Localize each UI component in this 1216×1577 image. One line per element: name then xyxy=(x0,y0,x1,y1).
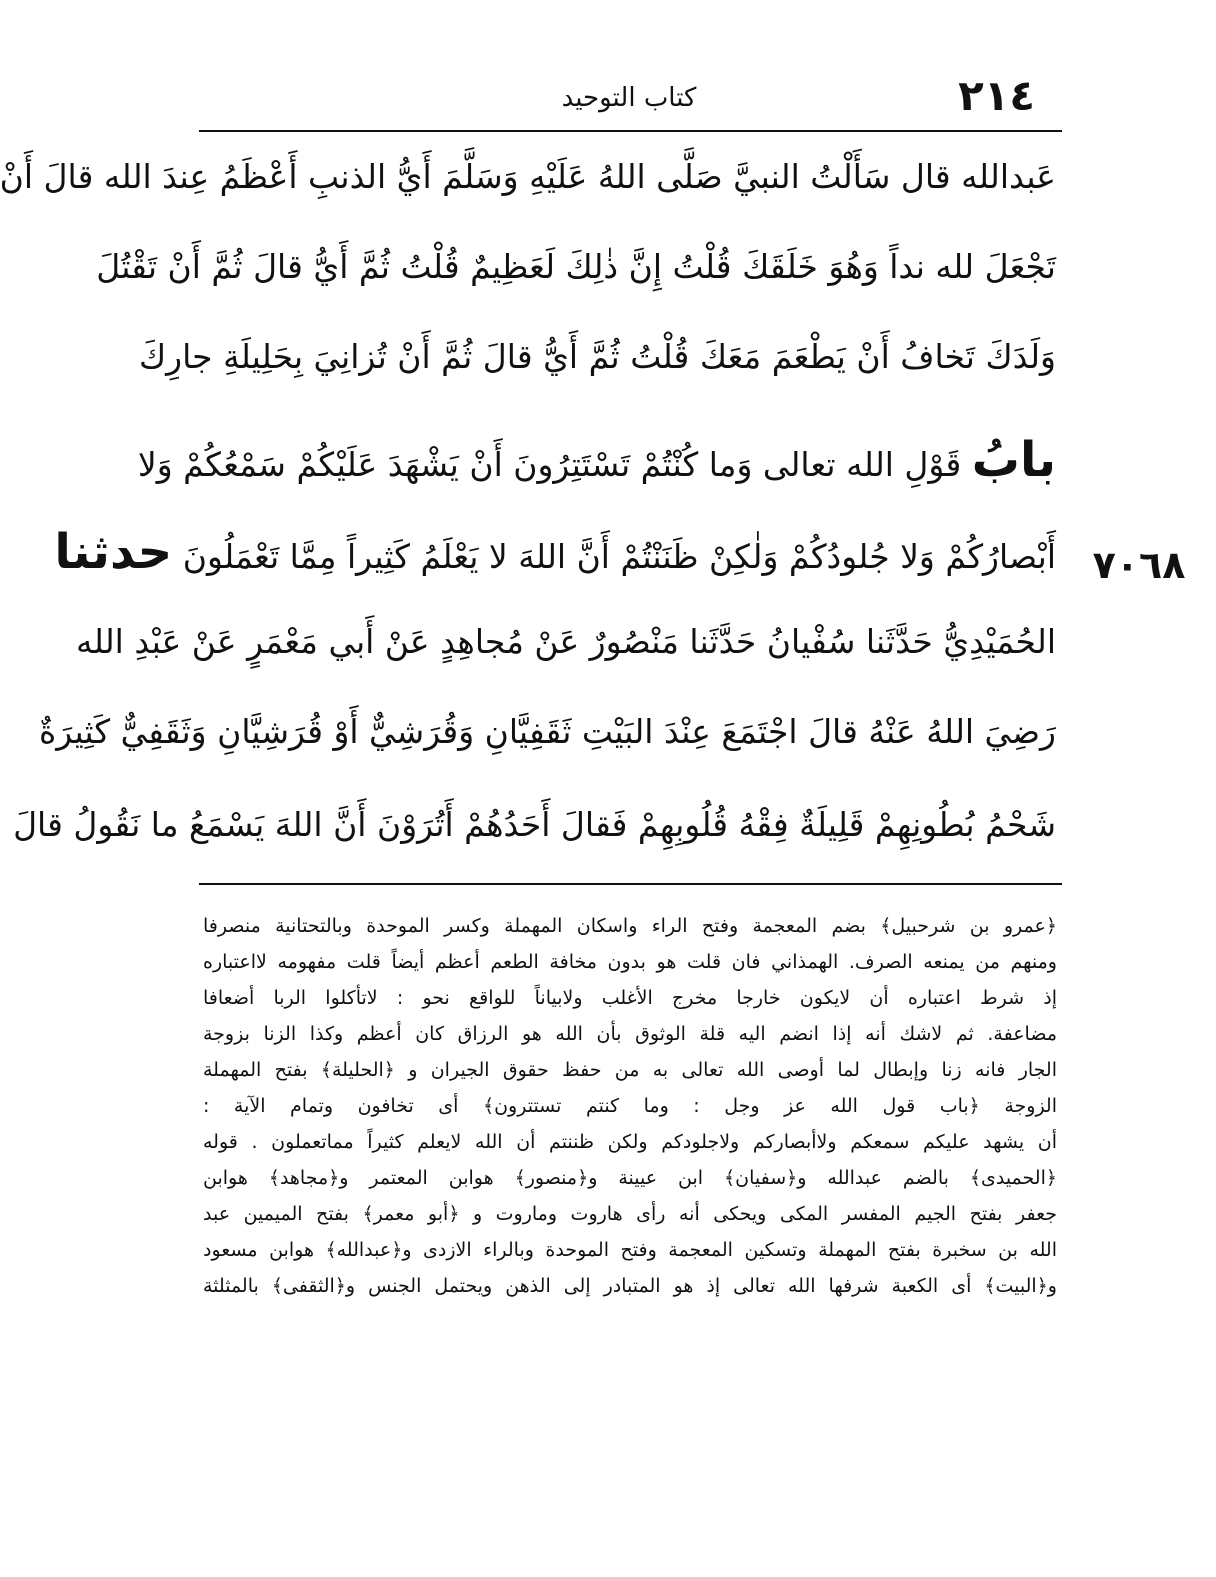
commentary-line: جعفر بفتح الجيم المفسر المكى ويحكى أنه رأى هاروت وماروت و ﴿أبو معمر﴾ بفتح الميمين عبد xyxy=(203,1203,1057,1225)
commentary-line: ﴿عمرو بن شرحبيل﴾ بضم المعجمة وفتح الراء واسكان المهملة وكسر الموحدة وبالتحتانية منصرفا xyxy=(203,915,1057,937)
commentary-line: ومنهم من يمنعه الصرف. الهمذاني فان قلت هو بدون مخافة الطعم أعظم أيضاً قلت مفهومه لااعتباره xyxy=(203,951,1057,973)
bab-word: بابُ xyxy=(971,432,1056,488)
bab-text: قَوْلِ الله تعالى وَما كُنْتُمْ تَسْتَتِرُونَ أَنْ يَشْهَدَ عَلَيْكُمْ سَمْعُكُمْ وَلا xyxy=(137,445,962,484)
bab-heading-line xyxy=(137,425,1056,501)
hadith-opening-line xyxy=(54,517,1056,593)
hadith-line-text: أَبْصارُكُمْ وَلا جُلودُكُمْ وَلٰكِنْ ظَنَنْتُمْ أَنَّ اللهَ لا يَعْلَمُ كَثِيراً مِمَّا تَعْمَلُونَ xyxy=(182,537,1056,576)
commentary-line: الله بن سخبرة بفتح المهملة وتسكين المعجمة وفتح الموحدة وبالراء الازدى و﴿عبدالله﴾ هوابن مسعود xyxy=(203,1239,1057,1261)
running-title: كتاب التوحيد xyxy=(561,83,697,113)
main-text-line: عَبدالله قال سَأَلْتُ النبيَّ صَلَّى اللهُ عَلَيْهِ وَسَلَّمَ أَيُّ الذنبِ أَعْظَمُ عِندَ الله قالَ أَنْ xyxy=(0,157,1056,196)
main-text-line: شَحْمُ بُطُونِهِمْ قَلِيلَةٌ فِقْهُ قُلُوبِهِمْ فَقالَ أَحَدُهُمْ أَتُرَوْنَ أَنَّ اللهَ يَسْمَعُ ما نَقُولُ قالَ xyxy=(13,805,1056,844)
commentary-line: الجار فانه زنا وإبطال لما أوصى الله تعالى به من حفظ حقوق الجيران و ﴿الحليلة﴾ بفتح المهملة xyxy=(203,1059,1057,1081)
page-header xyxy=(199,66,1059,128)
commentary-line: مضاعفة. ثم لاشك أنه إذا انضم اليه قلة الوثوق بأن الله هو الرزاق كان أعظم وكذا الزنا بزوجة xyxy=(203,1023,1057,1045)
haddathana-word: حدثنا xyxy=(54,524,173,580)
commentary-line: الزوجة ﴿باب قول الله عز وجل : وما كنتم تستترون﴾ أى تخافون وتمام الآية : xyxy=(203,1095,1057,1117)
commentary-line: و﴿البيت﴾ أى الكعبة شرفها الله تعالى إذ هو المتبادر إلى الذهن ويحتمل الجنس و﴿الثقفى﴾ بالمثلثة xyxy=(203,1275,1057,1297)
main-text-line: تَجْعَلَ لله نداً وَهُوَ خَلَقَكَ قُلْتُ إِنَّ ذٰلِكَ لَعَظِيمٌ قُلْتُ ثُمَّ أَيُّ قالَ ثُمَّ أَنْ تَقْتُلَ xyxy=(96,247,1056,286)
main-text-line: وَلَدَكَ تَخافُ أَنْ يَطْعَمَ مَعَكَ قُلْتُ ثُمَّ أَيُّ قالَ ثُمَّ أَنْ تُزانِيَ بِحَلِيلَةِ جارِكَ xyxy=(138,337,1056,376)
hadith-number: ٧٠٦٨ xyxy=(1092,543,1186,587)
commentary-line: أن يشهد عليكم سمعكم ولاأبصاركم ولاجلودكم ولكن ظننتم أن الله لايعلم كثيراً مماتعملون . قوله xyxy=(203,1131,1057,1153)
main-text-line: رَضِيَ اللهُ عَنْهُ قالَ اجْتَمَعَ عِنْدَ البَيْتِ ثَقَفِيَّانِ وَقُرَشِيٌّ أَوْ قُرَشِيَّانِ وَثَقَفِيٌّ كَثِيرَةٌ xyxy=(38,712,1056,751)
main-text-line: الحُمَيْدِيُّ حَدَّثَنا سُفْيانُ حَدَّثَنا مَنْصُورٌ عَنْ مُجاهِدٍ عَنْ أَبي مَعْمَرٍ عَنْ عَبْدِ الله xyxy=(76,622,1056,661)
header-rule xyxy=(199,130,1062,132)
footnote-rule xyxy=(199,883,1062,885)
commentary-line: ﴿الحميدى﴾ بالضم عبدالله و﴿سفيان﴾ ابن عيينة و﴿منصور﴾ هوابن المعتمر و﴿مجاهد﴾ هوابن xyxy=(203,1167,1057,1189)
page-number: ٢١٤ xyxy=(958,71,1035,120)
commentary-line: إذ شرط اعتباره أن لايكون خارجا مخرج الأغلب ولابياناً للواقع نحو : لاتأكلوا الربا أضعافا xyxy=(203,987,1057,1009)
